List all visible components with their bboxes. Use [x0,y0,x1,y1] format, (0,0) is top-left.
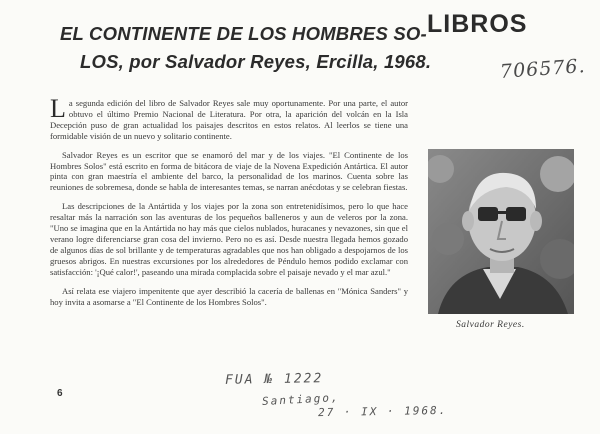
paragraph-3: Las descripciones de la Antártida y los viajes por la zona son entretenidísimos, pero lo que hace resaltar más la narración son las aventuras de los pequeños balleneros y aun de veleros por la zona. "Uno se imagina que en la Antártida no hay más que cielos nublados, huracanes y nevazones, sin que el verano logre diferenciarse gran cosa del invierno. Pero no es así. Desde nuestra llegada hemos gozado de algunos días de sol brillante y de temperaturas agradables que nos han obligado a despojarnos de los gruesos abrigos. En nuestras excursiones por los alrededores de Péndulo hemos podido exclamar con satisfacción: '¡Qué calor!', paseando una mirada complacida sobre el paisaje nevado y el mar azul." [50,201,408,277]
paragraph-2: Salvador Reyes es un escritor que se enamoró del mar y de los viajes. "El Continente de los Hombres Solos" está escrito en forma de bitácora de viaje de la Novena Expedición Antártica. El autor pinta con gran maestría el ambiente del barco, la personalidad de los marinos. Cuenta sobre las reuniones de sobremesa, donde se habla de interesantes temas, se narran anécdotas y se celebran fiestas. [50,149,408,193]
photo-caption: Salvador Reyes. [456,320,525,330]
drop-cap: L [50,94,66,123]
paragraph-1 [50,94,408,142]
article-body [50,94,408,315]
page-number: 6 [57,388,63,399]
paragraph-1-text: a segunda edición del libro de Salvador Reyes sale muy oportunamente. Por una parte, el autor obtuvo el último Premio Nacional de Literatura. Por otra, la aparición del volcán en la Isla Decepción puso de gran actualidad los paisajes descritos en estos relatos. Al leerlos se tiene una formidable visión de un nuevo y solitario continente. [50,98,408,141]
handwritten-note-reference: FUA № 1222 [224,371,324,388]
paragraph-4: Así relata ese viajero impenitente que ayer describió la cacería de ballenas en "Mónica Sanders" y hoy invita a asomarse a "El Continente de los Hombres Solos". [50,285,408,307]
title-line-2: LOS, por Salvador Reyes, Ercilla, 1968. [80,51,432,72]
title-line-1: EL CONTINENTE DE LOS HOMBRES SO- [60,23,427,44]
handwritten-catalog-number: 706576. [499,55,587,83]
author-portrait-photo [428,149,574,314]
article-title [60,20,432,76]
section-heading: LIBROS [427,10,528,38]
handwritten-note-city: Santiago, [261,390,340,409]
handwritten-note-date: 27 · IX · 1968. [317,403,448,420]
